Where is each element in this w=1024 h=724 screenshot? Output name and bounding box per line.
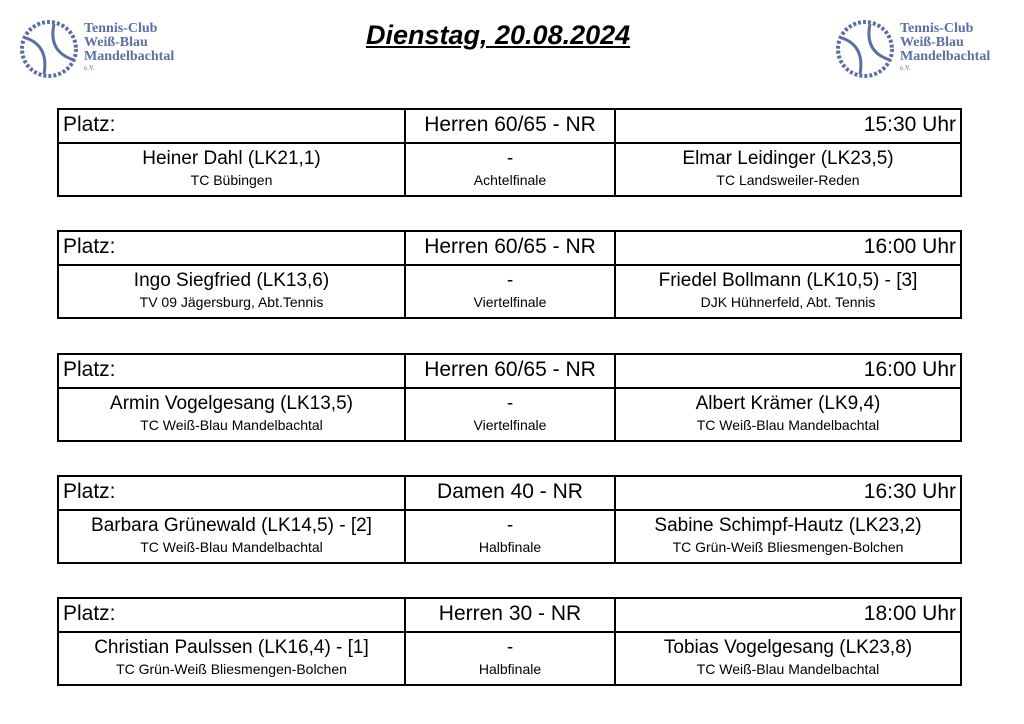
logo-text: Tennis-Club Weiß-Blau Mandelbachtal e.V. xyxy=(84,21,175,72)
player-name: Sabine Schimpf-Hautz (LK23,2) xyxy=(654,515,922,536)
versus-separator: - xyxy=(506,637,514,658)
player-two xyxy=(616,144,960,195)
round-label: Halbfinale xyxy=(478,661,542,677)
player-name: Heiner Dahl (LK21,1) xyxy=(142,148,321,169)
court-label: Platz: xyxy=(59,232,406,264)
player-club: TV 09 Jägersburg, Abt.Tennis xyxy=(139,294,324,310)
match-round xyxy=(406,389,616,440)
logo-text: Tennis-Club Weiß-Blau Mandelbachtal e.V. xyxy=(900,21,991,72)
match-round xyxy=(406,511,616,562)
match-header-row xyxy=(59,599,960,633)
match-players-row xyxy=(59,389,960,440)
match-players-row xyxy=(59,511,960,562)
round-label: Achtelfinale xyxy=(473,172,547,188)
category-label: Herren 60/65 - NR xyxy=(406,110,616,142)
player-two xyxy=(616,633,960,684)
player-two xyxy=(616,511,960,562)
player-one xyxy=(59,266,406,317)
match-card xyxy=(57,475,962,564)
player-name: Elmar Leidinger (LK23,5) xyxy=(682,148,894,169)
club-logo-right xyxy=(834,18,994,90)
player-one xyxy=(59,633,406,684)
match-round xyxy=(406,144,616,195)
match-card xyxy=(57,230,962,319)
court-label: Platz: xyxy=(59,599,406,631)
player-club: DJK Hühnerfeld, Abt. Tennis xyxy=(700,294,876,310)
match-players-row xyxy=(59,144,960,195)
time-label: 16:00 Uhr xyxy=(863,235,956,258)
player-one xyxy=(59,511,406,562)
court-label: Platz: xyxy=(59,110,406,142)
court-label: Platz: xyxy=(59,355,406,387)
court-label: Platz: xyxy=(59,477,406,509)
time-label: 18:00 Uhr xyxy=(863,602,956,625)
match-round xyxy=(406,633,616,684)
player-club: TC Grün-Weiß Bliesmengen-Bolchen xyxy=(116,661,347,677)
time-label: 15:30 Uhr xyxy=(863,113,956,136)
player-name: Barbara Grünewald (LK14,5) - [2] xyxy=(91,515,372,536)
player-club: TC Bübingen xyxy=(190,172,273,188)
versus-separator: - xyxy=(506,148,514,169)
club-logo-left xyxy=(18,18,178,90)
player-club: TC Landsweiler-Reden xyxy=(716,172,860,188)
match-players-row xyxy=(59,266,960,317)
player-two xyxy=(616,266,960,317)
category-label: Herren 60/65 - NR xyxy=(406,355,616,387)
versus-separator: - xyxy=(506,270,514,291)
player-name: Christian Paulssen (LK16,4) - [1] xyxy=(94,637,369,658)
round-label: Halbfinale xyxy=(478,539,542,555)
match-card xyxy=(57,353,962,442)
match-players-row xyxy=(59,633,960,684)
versus-separator: - xyxy=(506,393,514,414)
player-two xyxy=(616,389,960,440)
tennis-ball-icon xyxy=(834,18,896,80)
match-round xyxy=(406,266,616,317)
category-label: Herren 30 - NR xyxy=(406,599,616,631)
player-club: TC Weiß-Blau Mandelbachtal xyxy=(140,417,323,433)
player-name: Tobias Vogelgesang (LK23,8) xyxy=(663,637,913,658)
player-club: TC Weiß-Blau Mandelbachtal xyxy=(696,417,880,433)
round-label: Viertelfinale xyxy=(473,294,547,310)
match-card xyxy=(57,597,962,686)
player-club: TC Weiß-Blau Mandelbachtal xyxy=(140,539,323,555)
match-header-row xyxy=(59,355,960,389)
category-label: Herren 60/65 - NR xyxy=(406,232,616,264)
match-card xyxy=(57,108,962,197)
match-header-row xyxy=(59,232,960,266)
time-label: 16:00 Uhr xyxy=(863,358,956,381)
player-name: Armin Vogelgesang (LK13,5) xyxy=(110,393,353,414)
player-name: Ingo Siegfried (LK13,6) xyxy=(133,270,330,291)
player-club: TC Grün-Weiß Bliesmengen-Bolchen xyxy=(672,539,904,555)
round-label: Viertelfinale xyxy=(473,417,547,433)
player-name: Albert Krämer (LK9,4) xyxy=(695,393,881,414)
time-label: 16:30 Uhr xyxy=(863,480,956,503)
player-one xyxy=(59,389,406,440)
page-title: Dienstag, 20.08.2024 xyxy=(366,20,631,50)
category-label: Damen 40 - NR xyxy=(406,477,616,509)
match-header-row xyxy=(59,477,960,511)
versus-separator: - xyxy=(506,515,514,536)
player-club: TC Weiß-Blau Mandelbachtal xyxy=(696,661,880,677)
player-one xyxy=(59,144,406,195)
tennis-ball-icon xyxy=(18,18,80,80)
player-name: Friedel Bollmann (LK10,5) - [3] xyxy=(658,270,918,291)
match-header-row xyxy=(59,110,960,144)
